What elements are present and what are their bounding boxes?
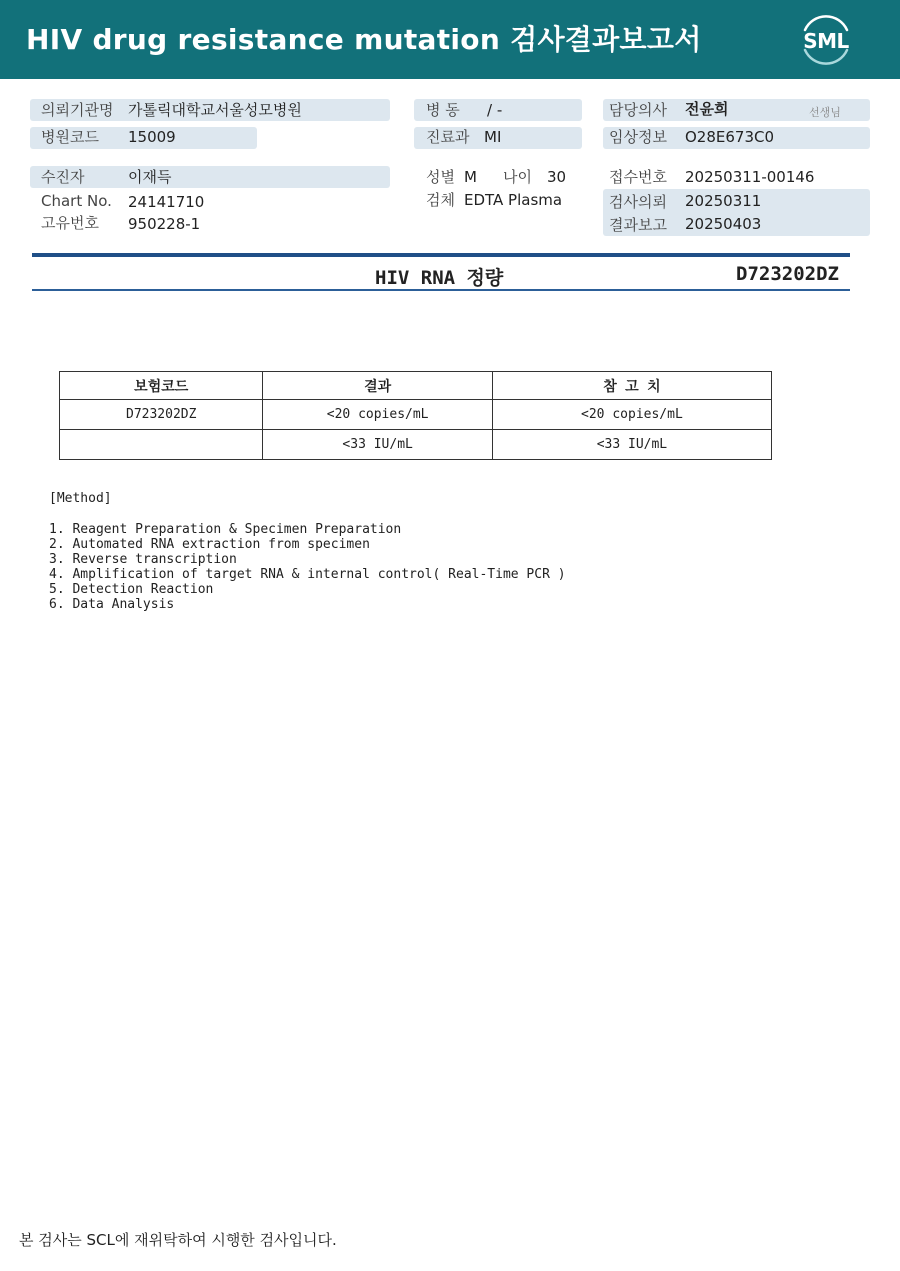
- hospital-code-value: 15009: [128, 128, 176, 146]
- footer-note: 본 검사는 SCL에 재위탁하여 시행한 검사입니다.: [19, 1231, 337, 1249]
- clinical-label: 임상정보: [609, 128, 667, 146]
- institution-value: 가톨릭대학교서울성모병원: [128, 101, 302, 119]
- table-row: [60, 400, 772, 430]
- method-title: [Method]: [49, 491, 112, 506]
- institution-label: 의뢰기관명: [41, 101, 114, 119]
- title-rule-bottom: [32, 289, 850, 291]
- report-value: 20250403: [685, 215, 762, 233]
- sex-label: 성별: [426, 168, 455, 186]
- header-insurance-code: 보험코드: [60, 372, 263, 400]
- method-step: 2. Automated RNA extraction from specimen: [49, 537, 370, 552]
- request-value: 20250311: [685, 192, 762, 210]
- id-label: 고유번호: [41, 214, 99, 232]
- title-rule-top: [32, 253, 850, 257]
- doctor-suffix: 선생님: [809, 106, 841, 119]
- chart-label: Chart No.: [41, 192, 112, 210]
- age-value: 30: [547, 168, 567, 186]
- ward-label: 병 동: [426, 101, 460, 119]
- report-label: 결과보고: [609, 216, 667, 234]
- header-reference: 참 고 치: [492, 372, 771, 400]
- result-table: [59, 371, 772, 460]
- doctor-value: 전윤희: [685, 100, 729, 118]
- patient-value: 이재득: [128, 168, 172, 186]
- receipt-value: 20250311-00146: [685, 168, 815, 186]
- request-label: 검사의뢰: [609, 193, 667, 211]
- header-result: 결과: [263, 372, 492, 400]
- hospital-code-label: 병원코드: [41, 128, 99, 146]
- id-value: 950228-1: [128, 215, 201, 233]
- table-cell: <33 IU/mL: [263, 430, 492, 460]
- table-cell: <20 copies/mL: [263, 400, 492, 430]
- method-step: 4. Amplification of target RNA & internal control( Real-Time PCR ): [49, 567, 566, 582]
- sex-value: M: [464, 168, 477, 186]
- test-code: D723202DZ: [736, 263, 839, 285]
- receipt-label: 접수번호: [609, 168, 667, 186]
- dept-value: MI: [484, 128, 502, 146]
- report-title: HIV drug resistance mutation 검사결과보고서: [26, 23, 702, 56]
- chart-value: 24141710: [128, 193, 205, 211]
- report-header: [0, 0, 900, 79]
- sml-logo: [797, 12, 855, 68]
- table-row: [60, 430, 772, 460]
- ward-value: / -: [487, 101, 503, 119]
- table-cell: <20 copies/mL: [492, 400, 771, 430]
- table-header-row: [60, 372, 772, 400]
- table-cell: D723202DZ: [60, 400, 263, 430]
- method-step: 1. Reagent Preparation & Specimen Preparation: [49, 522, 402, 537]
- age-label: 나이: [503, 168, 532, 186]
- table-cell: <33 IU/mL: [492, 430, 771, 460]
- doctor-label: 담당의사: [609, 101, 667, 119]
- test-title: HIV RNA 정량: [375, 267, 504, 289]
- method-step: 3. Reverse transcription: [49, 552, 237, 567]
- dept-label: 진료과: [426, 128, 470, 146]
- specimen-value: EDTA Plasma: [464, 191, 563, 209]
- patient-label: 수진자: [41, 168, 85, 186]
- method-section: [49, 491, 566, 612]
- method-step: 5. Detection Reaction: [49, 582, 214, 597]
- table-cell: [60, 430, 263, 460]
- logo-text: SML: [803, 29, 849, 53]
- clinical-value: O28E673C0: [685, 128, 775, 146]
- specimen-label: 검체: [426, 191, 455, 209]
- method-step: 6. Data Analysis: [49, 597, 175, 612]
